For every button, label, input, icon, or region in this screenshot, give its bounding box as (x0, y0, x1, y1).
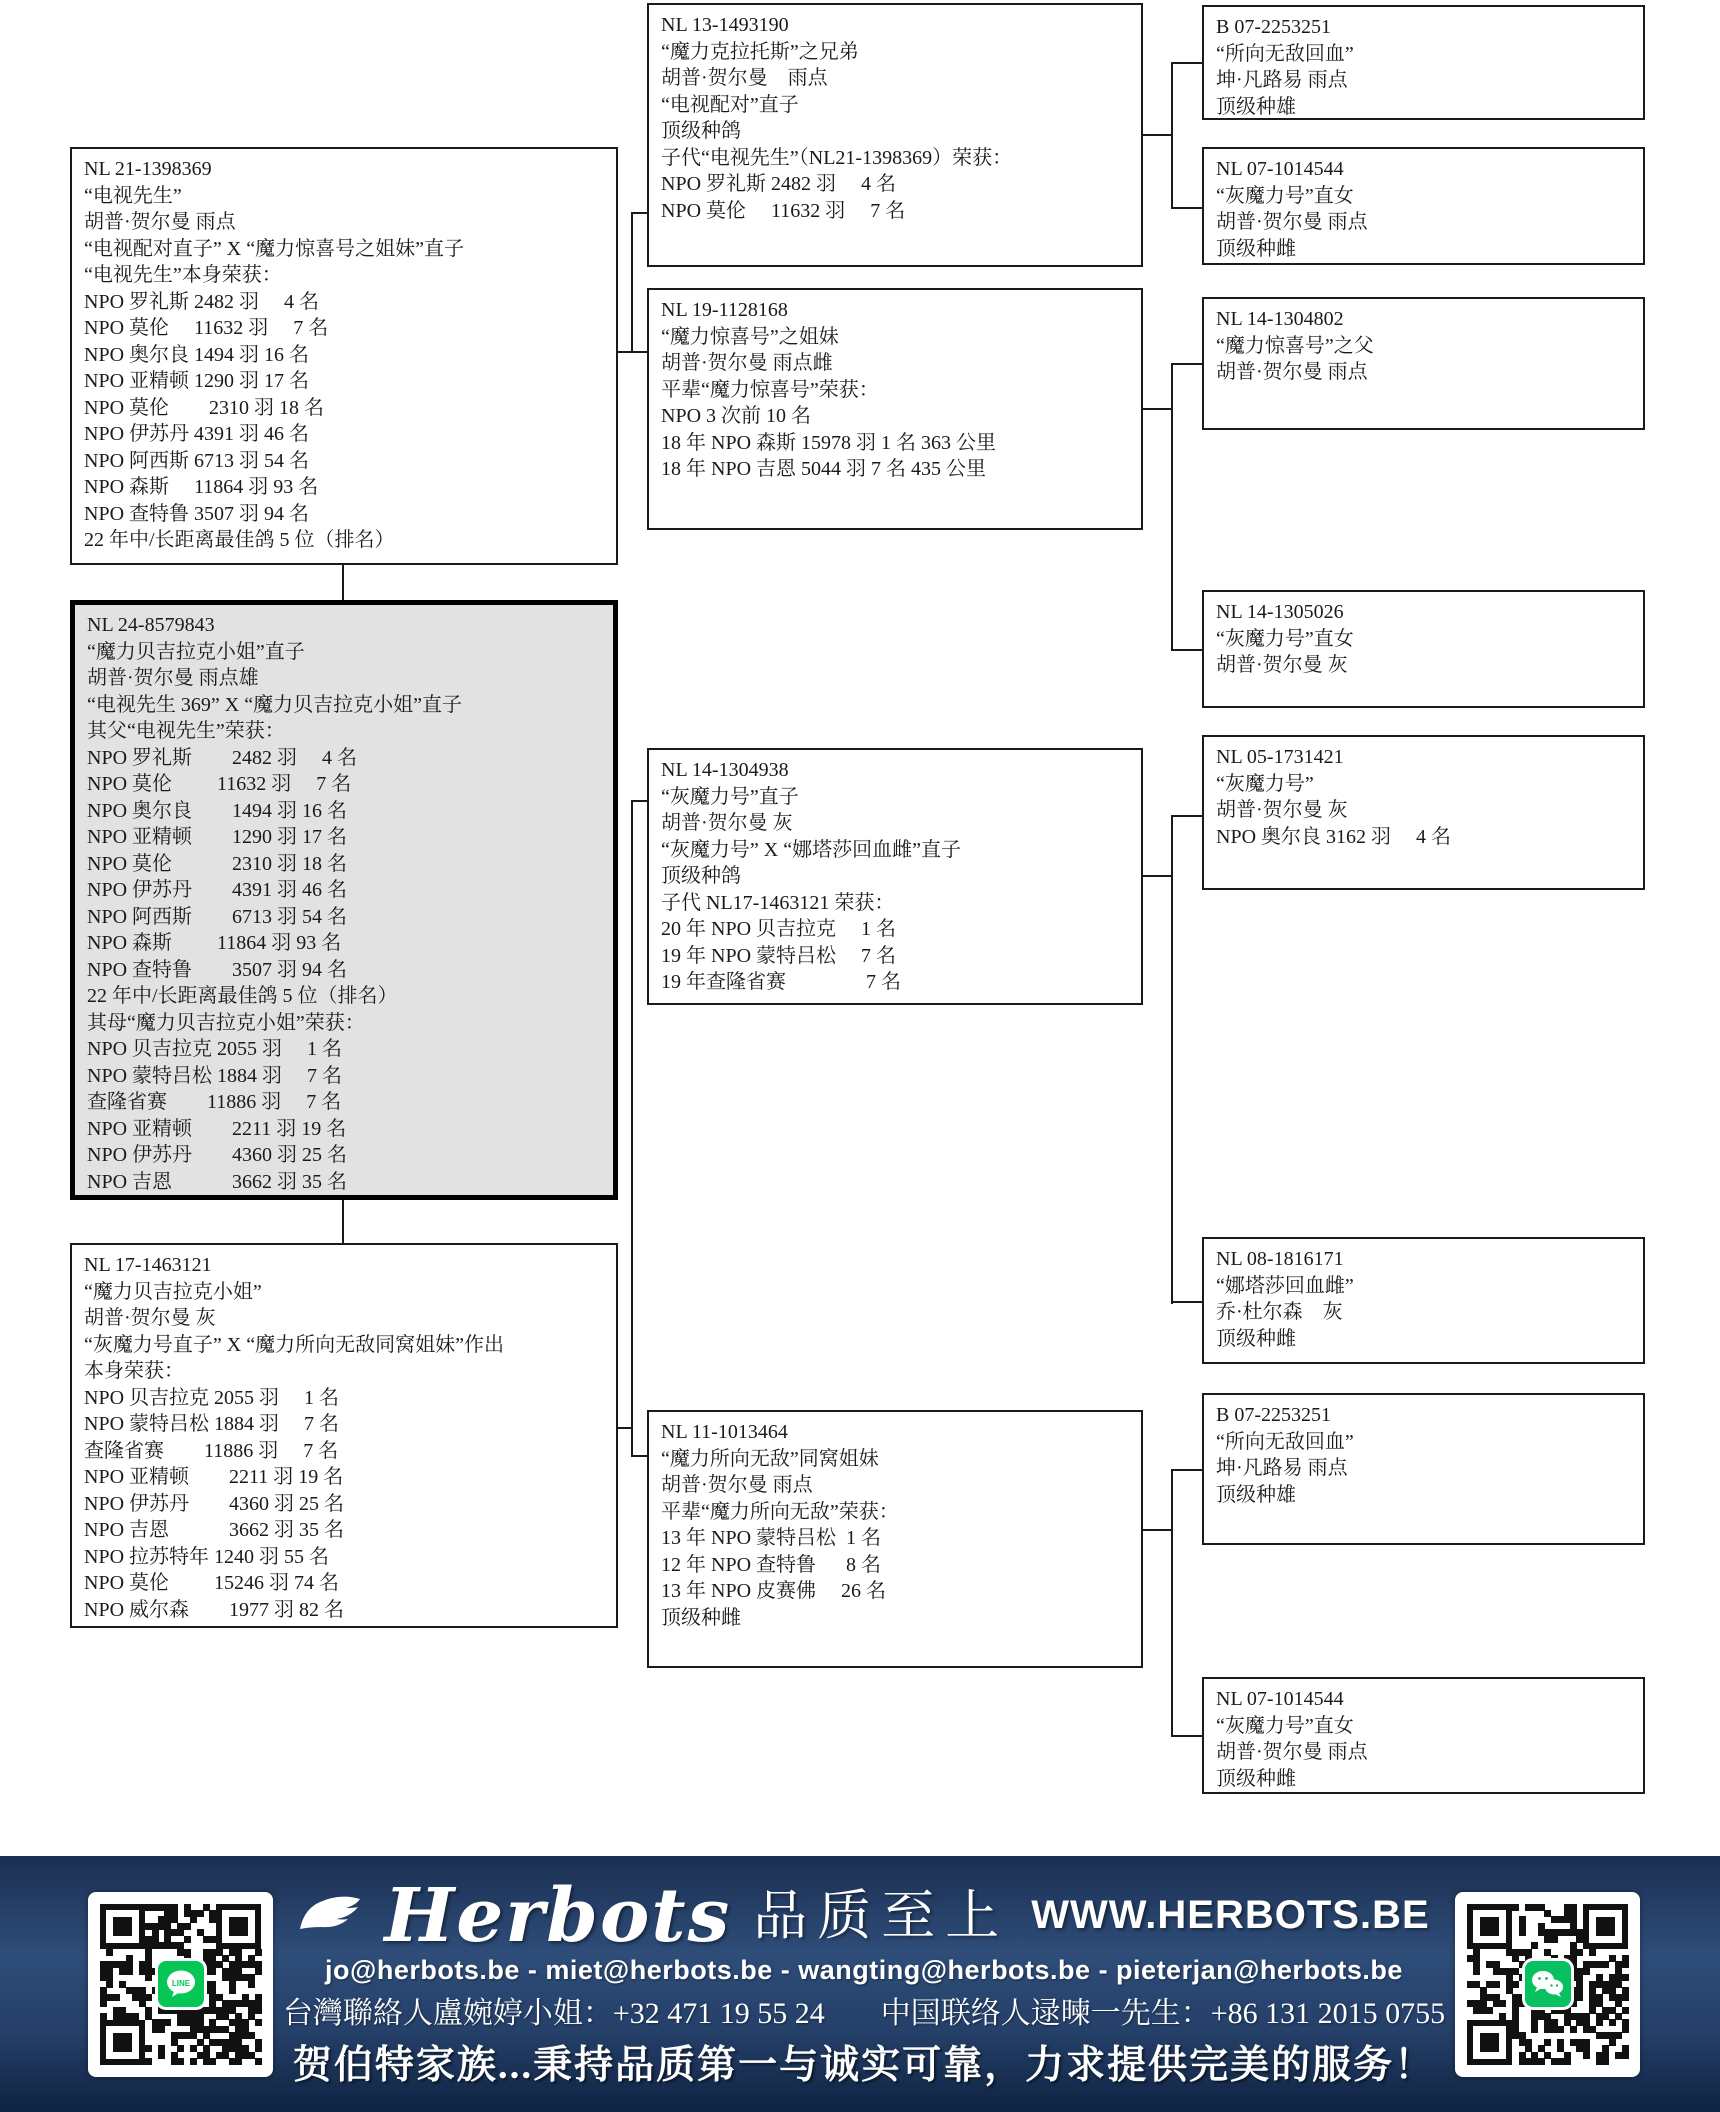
connector-line (1171, 62, 1173, 209)
qr-module (1473, 1968, 1480, 1975)
pedigree-line: 其父“电视先生”荣获： (87, 720, 285, 742)
ring-number: NL 14-1304802 (1216, 308, 1344, 330)
pedigree-line: 坤·凡路易 雨点 (1216, 69, 1348, 91)
pedigree-line: 胡普·贺尔曼 雨点雌 (661, 352, 833, 374)
pedigree-line: 顶级种鸽 (661, 865, 741, 887)
qr-finder-pattern (216, 1904, 261, 1949)
qr-module (1486, 2007, 1493, 2014)
pedigree-line: 13 年 NPO 蒙特吕松 1 名 (661, 1527, 882, 1549)
qr-module (1576, 1949, 1583, 1956)
connector-line (1171, 363, 1202, 365)
pedigree-line: NPO 罗礼斯 2482 羽 4 名 (661, 173, 897, 195)
pedigree-line: 顶级种雌 (1216, 1327, 1296, 1350)
pedigree-line: 胡普·贺尔曼 雨点 (661, 1474, 813, 1496)
pedigree-line: “电视先生 369” X “魔力贝吉拉克小姐”直子 (87, 693, 462, 716)
pedigree-line: 胡普·贺尔曼 灰 (661, 812, 793, 834)
pedigree-line: “所向无敌回血” (1216, 1430, 1354, 1453)
pedigree-line: NPO 亚精顿 2211 羽 19 名 (87, 1117, 347, 1140)
feather-icon (298, 1895, 362, 1937)
pedigree-line: NPO 莫伦 2310 羽 18 名 (84, 396, 325, 419)
qr-module (190, 1916, 197, 1923)
pedigree-box-sire-sire-sire (1202, 5, 1645, 120)
qr-module (177, 2045, 184, 2052)
pedigree-line: “魔力贝吉拉克小姐”直子 (87, 640, 305, 663)
pedigree-line: NPO 威尔森 1977 羽 82 名 (84, 1598, 345, 1621)
qr-module (158, 2052, 165, 2059)
pedigree-line: 12 年 NPO 查特鲁 8 名 (661, 1553, 882, 1576)
pedigree-line: NPO 伊苏丹 4360 羽 25 名 (87, 1144, 348, 1166)
ring-number: NL 24-8579843 (87, 614, 215, 636)
pedigree-box-dam-sire-dam (1202, 1237, 1645, 1364)
connector-line (631, 800, 647, 802)
pedigree-line: NPO 3 次前 10 名 (661, 405, 812, 427)
pedigree-line: 顶级种雌 (1216, 1767, 1296, 1790)
pedigree-line: 平辈“魔力所向无敌”荣获： (661, 1500, 899, 1523)
pedigree-line: NPO 阿西斯 6713 羽 54 名 (87, 905, 348, 928)
pedigree-line: 子代“电视先生”（NL21-1398369）荣获： (661, 146, 1013, 169)
connector-line (1171, 62, 1202, 64)
brand-tagline: 品质至上 (753, 1885, 1010, 1946)
website-url: WWW.HERBOTS.BE (1031, 1893, 1430, 1937)
qr-module (177, 2058, 184, 2065)
pedigree-line: 子代 NL17-1463121 荣获： (661, 891, 895, 914)
ring-number: NL 05-1731421 (1216, 746, 1344, 768)
qr-module (255, 2019, 262, 2026)
qr-module (184, 1936, 191, 1943)
pedigree-line: NPO 伊苏丹 4391 羽 46 名 (87, 879, 348, 901)
contact-china: 中国联络人逯暕一先生：+86 131 2015 0755 (880, 1996, 1446, 2030)
pedigree-line: NPO 查特鲁 3507 羽 94 名 (87, 958, 348, 981)
qr-module (229, 1987, 236, 1994)
qr-module (255, 1949, 262, 1956)
connector-line (1143, 1529, 1172, 1531)
qr-module (145, 1994, 152, 2001)
brand-row (298, 1872, 1430, 1959)
pedigree-line: 顶级种雄 (1216, 1483, 1296, 1506)
footer-banner (0, 1856, 1720, 2112)
pedigree-line: NPO 莫伦 11632 羽 7 名 (87, 773, 352, 795)
qr-module (1609, 2019, 1616, 2026)
pedigree-box-sire (70, 147, 618, 565)
pedigree-line: 胡普·贺尔曼 灰 (84, 1307, 216, 1329)
connector-line (631, 800, 633, 1457)
pedigree-line: 18 年 NPO 吉恩 5044 羽 7 名 435 公里 (661, 458, 987, 480)
connector-line (631, 212, 633, 353)
pedigree-line: NPO 莫伦 11632 羽 7 名 (661, 199, 906, 222)
qr-module (197, 1910, 204, 1917)
qr-module (1538, 2058, 1545, 2065)
qr-module (1589, 1949, 1596, 1956)
qr-module (1570, 2026, 1577, 2033)
connector-line (631, 1455, 647, 1457)
qr-module (1583, 2052, 1590, 2059)
qr-module (1499, 2000, 1506, 2007)
qr-module (190, 2058, 197, 2065)
pedigree-line: NPO 拉苏特年 1240 羽 55 名 (84, 1545, 330, 1568)
pedigree-line: “灰魔力号” (1216, 772, 1314, 795)
pedigree-box-dam (70, 1243, 618, 1628)
qr-module (1551, 1936, 1558, 1943)
contact-taiwan: 台灣聯絡人盧婉婷小姐：+32 471 19 55 24 (282, 1996, 825, 2030)
pedigree-line: “魔力惊喜号”之父 (1216, 334, 1374, 357)
pedigree-line: NPO 阿西斯 6713 羽 54 名 (84, 449, 310, 472)
qr-module (235, 2058, 242, 2065)
ring-number: NL 14-1305026 (1216, 601, 1344, 623)
pedigree-line: NPO 莫伦 2310 羽 18 名 (87, 852, 348, 875)
pedigree-line: “灰魔力号”直女 (1216, 627, 1354, 650)
qr-module (1564, 2058, 1571, 2065)
qr-module (255, 2058, 262, 2065)
pedigree-line: “灰魔力号” X “娜塔莎回血雌”直子 (661, 838, 961, 861)
pedigree-line: 坤·凡路易 雨点 (1216, 1457, 1348, 1479)
connector-line (1171, 363, 1173, 651)
pedigree-line: 顶级种雌 (1216, 237, 1296, 260)
qr-module (1622, 2026, 1629, 2033)
pedigree-line: NPO 森斯 11864 羽 93 名 (87, 932, 342, 954)
pedigree-line: 胡普·贺尔曼 雨点 (1216, 361, 1368, 383)
pedigree-line: 查隆省赛 11886 羽 7 名 (84, 1439, 339, 1462)
pedigree-line: NPO 森斯 11864 羽 93 名 (84, 476, 319, 498)
pedigree-line: NPO 贝吉拉克 2055 羽 1 名 (84, 1386, 340, 1409)
connector-line (1171, 1301, 1202, 1303)
qr-module (126, 1968, 133, 1975)
pedigree-line: NPO 亚精顿 1290 羽 17 名 (84, 370, 310, 392)
pedigree-line: 查隆省赛 11886 羽 7 名 (87, 1091, 342, 1113)
qr-module (158, 2026, 165, 2033)
email-addresses: jo@herbots.be - miet@herbots.be - wangting@herbots.be - pieterjan@herbots.be (325, 1954, 1403, 1985)
pedigree-line: “魔力所向无敌”同窝姐妹 (661, 1447, 879, 1470)
qr-module (113, 1994, 120, 2001)
qr-finder-pattern (100, 1904, 145, 1949)
pedigree-line: 胡普·贺尔曼 雨点 (84, 211, 236, 233)
ring-number: NL 17-1463121 (84, 1254, 212, 1276)
ring-number: NL 11-1013464 (661, 1421, 788, 1443)
connector-line (342, 565, 344, 600)
pedigree-line: 19 年查隆省赛 7 名 (661, 971, 901, 993)
connector-line (1143, 134, 1172, 136)
connector-line (1171, 649, 1202, 651)
svg-text:LINE: LINE (171, 1979, 190, 1988)
pedigree-line: NPO 罗礼斯 2482 羽 4 名 (87, 746, 358, 769)
pedigree-line: 胡普·贺尔曼 雨点 (1216, 211, 1368, 233)
qr-module (1622, 1994, 1629, 2001)
ring-number: NL 07-1014544 (1216, 1688, 1344, 1710)
connector-line (1171, 1735, 1202, 1737)
connector-line (342, 1200, 344, 1243)
line-icon (155, 1958, 207, 2010)
line-qr-code (88, 1892, 273, 2077)
ring-number: B 07-2253251 (1216, 16, 1331, 38)
pedigree-line: “娜塔莎回血雌” (1216, 1274, 1354, 1297)
qr-module (1596, 2019, 1603, 2026)
pedigree-line: NPO 亚精顿 1290 羽 17 名 (87, 826, 348, 848)
qr-module (106, 1981, 113, 1988)
qr-module (1602, 1961, 1609, 1968)
pedigree-line: NPO 亚精顿 2211 羽 19 名 (84, 1466, 344, 1488)
connector-line (1171, 1469, 1173, 1737)
footer-content (273, 1872, 1455, 2090)
pedigree-line: 顶级种鸽 (661, 120, 741, 142)
pedigree-line: 22 年中/长距离最佳鸽 5 位（排名） (87, 985, 398, 1007)
pedigree-line: NPO 奥尔良 3162 羽 4 名 (1216, 825, 1452, 848)
pedigree-line: NPO 莫伦 15246 羽 74 名 (84, 1572, 340, 1594)
qr-module (1622, 1974, 1629, 1981)
pedigree-line: 胡普·贺尔曼 雨点 (1216, 1741, 1368, 1763)
qr-module (1622, 1961, 1629, 1968)
pedigree-box-sire-sire-dam (1202, 147, 1645, 265)
connector-line (1171, 1469, 1202, 1471)
pedigree-line: “灰魔力号”直女 (1216, 184, 1354, 207)
qr-module (164, 2019, 171, 2026)
pedigree-line: 胡普·贺尔曼 灰 (1216, 654, 1348, 676)
qr-finder-pattern (1467, 1904, 1512, 1949)
pedigree-line: 本身荣获： (84, 1360, 184, 1382)
pedigree-box-subject (70, 600, 618, 1200)
pedigree-line: 13 年 NPO 皮赛佛 26 名 (661, 1580, 887, 1602)
qr-module (145, 1974, 152, 1981)
pedigree-line: 顶级种雌 (661, 1606, 741, 1629)
qr-module (1602, 2058, 1609, 2065)
connector-line (631, 212, 647, 214)
qr-module (145, 2045, 152, 2052)
pedigree-line: 胡普·贺尔曼 雨点雄 (87, 667, 259, 689)
pedigree-line: 19 年 NPO 蒙特吕松 7 名 (661, 944, 897, 967)
qr-module (248, 1981, 255, 1988)
qr-module (106, 1949, 113, 1956)
pedigree-box-sire-dam (647, 288, 1143, 530)
qr-finder-pattern (100, 2020, 145, 2065)
qr-module (1531, 2026, 1538, 2033)
pedigree-line: “魔力贝吉拉克小姐” (84, 1280, 262, 1303)
qr-module (145, 2058, 152, 2065)
ring-number: NL 14-1304938 (661, 759, 789, 781)
contact-row (283, 1988, 1445, 2032)
pedigree-line: “灰魔力号”直子 (661, 785, 799, 808)
pedigree-line: “电视配对直子” X “魔力惊喜号之姐妹”直子 (84, 237, 464, 260)
qr-module (1531, 1942, 1538, 1949)
pedigree-line: “魔力惊喜号”之姐妹 (661, 325, 839, 348)
pedigree-line: NPO 伊苏丹 4360 羽 25 名 (84, 1492, 345, 1515)
pedigree-box-dam-sire (647, 748, 1143, 1005)
pedigree-box-sire-dam-sire (1202, 297, 1645, 430)
qr-module (1583, 1968, 1590, 1975)
qr-module (1493, 1981, 1500, 1988)
pedigree-line: 胡普·贺尔曼 雨点 (661, 67, 828, 89)
connector-line (1171, 207, 1202, 209)
pedigree-line: 18 年 NPO 森斯 15978 羽 1 名 363 公里 (661, 431, 997, 454)
pedigree-line: 平辈“魔力惊喜号”荣获： (661, 378, 879, 401)
qr-module (1544, 2039, 1551, 2046)
ring-number: NL 21-1398369 (84, 158, 212, 180)
pedigree-box-dam-dam-dam (1202, 1677, 1645, 1794)
wechat-icon (1522, 1958, 1574, 2010)
wechat-qr-code (1455, 1892, 1640, 2077)
pedigree-line: 其母“魔力贝吉拉克小姐”荣获： (87, 1011, 365, 1034)
pedigree-line: NPO 蒙特吕松 1884 羽 7 名 (87, 1064, 343, 1087)
qr-module (100, 2000, 107, 2007)
pedigree-line: “所向无敌回血” (1216, 42, 1354, 65)
connector-line (1143, 875, 1172, 877)
pedigree-box-dam-dam-sire (1202, 1393, 1645, 1545)
ring-number: NL 19-1128168 (661, 299, 788, 321)
connector-line (1171, 815, 1202, 817)
connector-line (1171, 815, 1173, 1304)
qr-module (1512, 1904, 1519, 1911)
pedigree-line: 胡普·贺尔曼 灰 (1216, 799, 1348, 821)
pedigree-line: “灰魔力号”直女 (1216, 1714, 1354, 1737)
pedigree-line: NPO 吉恩 3662 羽 35 名 (84, 1519, 345, 1541)
pedigree-line: “电视先生” (84, 184, 182, 207)
ring-number: NL 07-1014544 (1216, 158, 1344, 180)
qr-module (1622, 2007, 1629, 2014)
qr-module (184, 1923, 191, 1930)
pedigree-line: 顶级种雄 (1216, 95, 1296, 118)
pedigree-line: NPO 查特鲁 3507 羽 94 名 (84, 502, 310, 525)
pedigree-line: 乔·杜尔森 灰 (1216, 1301, 1343, 1323)
qr-module (1609, 2039, 1616, 2046)
qr-module (209, 2058, 216, 2065)
pedigree-line: “灰魔力号直子” X “魔力所向无敌同窝姐妹”作出 (84, 1333, 504, 1356)
pedigree-line: NPO 奥尔良 1494 羽 16 名 (87, 799, 348, 822)
pedigree-box-dam-dam (647, 1410, 1143, 1668)
pedigree-box-dam-sire-sire (1202, 735, 1645, 890)
pedigree-line: NPO 罗礼斯 2482 羽 4 名 (84, 290, 320, 313)
qr-module (209, 1968, 216, 1975)
pedigree-line: NPO 贝吉拉克 2055 羽 1 名 (87, 1038, 343, 1060)
pedigree-line: NPO 奥尔良 1494 羽 16 名 (84, 343, 310, 366)
qr-finder-pattern (1467, 2020, 1512, 2065)
pedigree-line: NPO 莫伦 11632 羽 7 名 (84, 317, 329, 339)
pedigree-line: NPO 伊苏丹 4391 羽 46 名 (84, 423, 310, 445)
connector-line (618, 1427, 632, 1429)
pedigree-box-sire-sire (647, 3, 1143, 267)
pedigree-line: 22 年中/长距离最佳鸽 5 位（排名） (84, 529, 395, 551)
herbots-logo: Herbots (384, 1872, 732, 1959)
slogan: 贺伯特家族...秉持品质第一与诚实可靠，力求提供完美的服务！ (292, 2043, 1436, 2087)
qr-module (1615, 2032, 1622, 2039)
qr-module (255, 1968, 262, 1975)
qr-module (255, 2007, 262, 2014)
pedigree-line: “魔力克拉托斯”之兄弟 (661, 40, 859, 63)
qr-finder-pattern (1583, 1904, 1628, 1949)
ring-number: NL 08-1816171 (1216, 1248, 1344, 1270)
qr-module (1512, 1981, 1519, 1988)
ring-number: B 07-2253251 (1216, 1404, 1331, 1426)
pedigree-box-sire-dam-dam (1202, 590, 1645, 708)
qr-module (1557, 2026, 1564, 2033)
ring-number: NL 13-1493190 (661, 14, 789, 36)
qr-module (1519, 1929, 1526, 1936)
qr-module (1622, 2052, 1629, 2059)
qr-module (255, 2045, 262, 2052)
qr-module (1576, 1994, 1583, 2001)
connector-line (1143, 408, 1172, 410)
pedigree-line: “电视配对”直子 (661, 93, 799, 116)
pedigree-line: 20 年 NPO 贝吉拉克 1 名 (661, 918, 897, 940)
pedigree-line: NPO 蒙特吕松 1884 羽 7 名 (84, 1413, 340, 1435)
pedigree-line: “电视先生”本身荣获： (84, 264, 282, 286)
pedigree-line: NPO 吉恩 3662 羽 35 名 (87, 1170, 348, 1193)
